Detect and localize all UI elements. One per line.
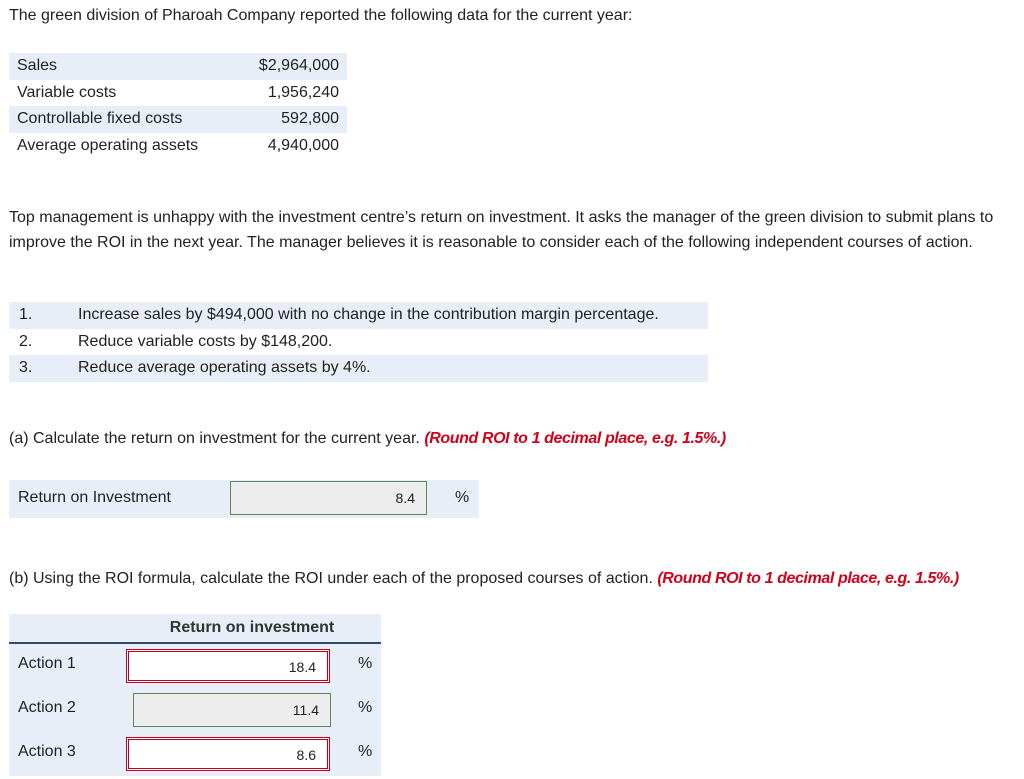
action-label: Action 1 xyxy=(18,655,76,672)
part-b-question xyxy=(9,570,959,588)
row-label: Variable costs xyxy=(17,83,117,101)
table-row xyxy=(9,133,347,160)
intro-text: The green division of Pharoah Company reported the following data for the current year: xyxy=(9,7,633,24)
action-row xyxy=(9,688,381,732)
row-label: Average operating assets xyxy=(17,136,199,154)
row-label: Sales xyxy=(9,53,236,80)
grid-header xyxy=(9,614,381,644)
row-value: 1,956,240 xyxy=(267,83,339,101)
part-a-question xyxy=(9,430,726,448)
roi-input-action-1[interactable]: 18.4 xyxy=(126,649,330,683)
rounding-hint: (Round ROI to 1 decimal place, e.g. 1.5%.) xyxy=(657,570,959,587)
row-value: $2,964,000 xyxy=(236,53,347,80)
action-text: Reduce variable costs by $148,200. xyxy=(78,332,333,350)
rounding-hint: (Round ROI to 1 decimal place, e.g. 1.5%.) xyxy=(424,430,726,447)
problem-paragraph: Top management is unhappy with the investment centre’s return on investment. It asks the manager of the green division to submit plans to improve the ROI in the next year. The manager believes it is reasonable to consider each of the following independent courses of action. xyxy=(9,209,994,251)
roi-input-action-3[interactable]: 8.6 xyxy=(126,737,330,771)
action-label: Action 3 xyxy=(18,743,76,760)
action-text: Reduce average operating assets by 4%. xyxy=(78,355,708,382)
percent-unit: % xyxy=(455,489,470,506)
action-number: 2. xyxy=(19,332,33,350)
action-row xyxy=(9,732,381,776)
table-row xyxy=(9,106,347,133)
roi-input[interactable]: 8.4 xyxy=(230,481,427,515)
list-item xyxy=(9,355,708,382)
action-label: Action 2 xyxy=(18,699,76,716)
question-text: (b) Using the ROI formula, calculate the ROI under each of the proposed courses of action. xyxy=(9,570,653,587)
row-value: 592,800 xyxy=(236,106,347,133)
table-row xyxy=(9,53,347,80)
action-number: 1. xyxy=(9,302,78,329)
list-item xyxy=(9,329,708,356)
list-item xyxy=(9,302,708,329)
row-label: Controllable fixed costs xyxy=(9,106,236,133)
percent-unit: % xyxy=(358,743,373,760)
roi-answer-panel xyxy=(9,480,479,518)
action-number: 3. xyxy=(9,355,78,382)
question-text: (a) Calculate the return on investment for the current year. xyxy=(9,430,420,447)
roi-input-action-2[interactable]: 11.4 xyxy=(133,693,331,727)
roi-label: Return on Investment xyxy=(18,489,171,506)
actions-list xyxy=(9,302,708,382)
action-row xyxy=(9,644,381,688)
table-row xyxy=(9,80,347,107)
action-text: Increase sales by $494,000 with no change in the contribution margin percentage. xyxy=(78,302,708,329)
financial-data-table xyxy=(9,53,347,159)
row-value: 4,940,000 xyxy=(267,136,339,154)
column-header: Return on investment xyxy=(169,619,335,636)
percent-unit: % xyxy=(358,655,373,672)
actions-roi-grid xyxy=(9,614,381,779)
percent-unit: % xyxy=(358,699,373,716)
